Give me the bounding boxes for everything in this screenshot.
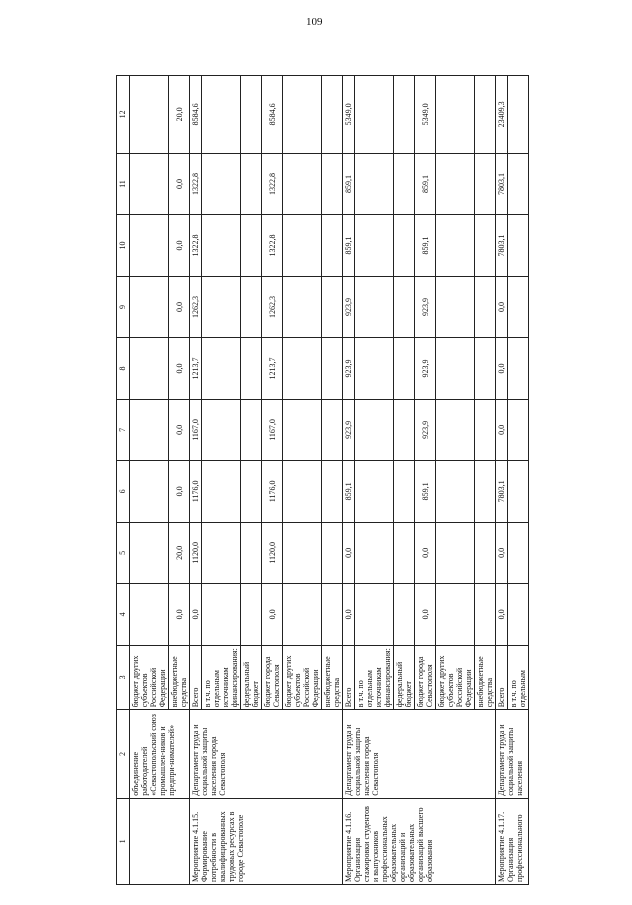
column-number-row: [117, 76, 130, 885]
column-number: 3: [117, 645, 130, 710]
executor-cell: Департамент труда и социальной защиты населения: [496, 710, 529, 798]
value-cell: 923,9: [415, 276, 436, 337]
value-cell: 5349,0: [343, 76, 355, 154]
funding-source-cell: бюджет города Севастополя: [262, 645, 283, 710]
value-cell: 859,1: [343, 461, 355, 522]
value-cell: 1322,8: [262, 215, 283, 276]
column-number: 8: [117, 338, 130, 399]
value-cell: [436, 276, 475, 337]
value-cell: 1167,0: [262, 399, 283, 460]
value-cell: 0,0: [169, 584, 190, 645]
value-cell: 0,0: [415, 522, 436, 583]
budget-table: [116, 75, 529, 885]
value-cell: [241, 76, 262, 154]
value-cell: 0,0: [496, 522, 508, 583]
column-number: 11: [117, 153, 130, 214]
value-cell: [475, 584, 496, 645]
budget-table-rotated: [116, 75, 594, 885]
value-cell: [241, 276, 262, 337]
value-cell: 7803,1: [496, 461, 508, 522]
value-cell: [130, 522, 169, 583]
value-cell: 23409,3: [496, 76, 508, 154]
value-cell: 923,9: [415, 399, 436, 460]
executor-cell: Департамент труда и социальной защиты населения города Севастополя: [190, 710, 343, 798]
value-cell: [322, 461, 343, 522]
value-cell: 923,9: [415, 338, 436, 399]
executor-cell: объединение работодателей «Севастопольский союз промышлен-ников и предпри-нимателей»: [130, 710, 190, 798]
value-cell: [394, 461, 415, 522]
value-cell: 1213,7: [190, 338, 202, 399]
funding-source-cell: бюджет других субъектов Российской Федерации: [436, 645, 475, 710]
value-cell: [508, 215, 529, 276]
value-cell: [394, 153, 415, 214]
value-cell: 8584,6: [190, 76, 202, 154]
value-cell: [355, 76, 394, 154]
value-cell: [475, 153, 496, 214]
value-cell: [322, 399, 343, 460]
value-cell: [202, 153, 241, 214]
value-cell: [355, 461, 394, 522]
value-cell: 923,9: [343, 338, 355, 399]
table-row: [190, 76, 202, 885]
value-cell: 859,1: [415, 215, 436, 276]
value-cell: 923,9: [343, 399, 355, 460]
value-cell: [130, 461, 169, 522]
value-cell: 1322,8: [190, 153, 202, 214]
funding-source-cell: Всего: [496, 645, 508, 710]
value-cell: [283, 399, 322, 460]
value-cell: [436, 153, 475, 214]
activity-cell: [130, 798, 190, 884]
value-cell: 1176,0: [190, 461, 202, 522]
table-row: [130, 76, 169, 885]
value-cell: [322, 338, 343, 399]
value-cell: 1322,8: [190, 215, 202, 276]
funding-source-cell: в т.ч. по отдельным: [508, 645, 529, 710]
activity-cell: Мероприятие 4.1.17. Организация профессионального: [496, 798, 529, 884]
funding-source-cell: федеральный бюджет: [394, 645, 415, 710]
value-cell: [241, 399, 262, 460]
value-cell: [130, 76, 169, 154]
value-cell: [475, 276, 496, 337]
funding-source-cell: Всего: [190, 645, 202, 710]
value-cell: 0,0: [169, 153, 190, 214]
value-cell: 7803,1: [496, 215, 508, 276]
value-cell: 1120,0: [190, 522, 202, 583]
value-cell: [475, 522, 496, 583]
value-cell: [355, 584, 394, 645]
column-number: 2: [117, 710, 130, 798]
funding-source-cell: бюджет города Севастополя: [415, 645, 436, 710]
value-cell: [394, 338, 415, 399]
value-cell: [283, 276, 322, 337]
value-cell: [436, 522, 475, 583]
value-cell: 1167,0: [190, 399, 202, 460]
table-row: [343, 76, 355, 885]
value-cell: [322, 76, 343, 154]
value-cell: [355, 276, 394, 337]
column-number: 5: [117, 522, 130, 583]
value-cell: [436, 399, 475, 460]
value-cell: 8584,6: [262, 76, 283, 154]
value-cell: 0,0: [169, 215, 190, 276]
value-cell: [202, 461, 241, 522]
value-cell: 859,1: [343, 215, 355, 276]
value-cell: [475, 461, 496, 522]
funding-source-cell: внебюджетные средства: [169, 645, 190, 710]
value-cell: 1262,3: [262, 276, 283, 337]
value-cell: [394, 276, 415, 337]
value-cell: [130, 215, 169, 276]
value-cell: [241, 215, 262, 276]
value-cell: 0,0: [262, 584, 283, 645]
table-row: [496, 76, 508, 885]
funding-source-cell: бюджет других субъектов Российской Федерации: [283, 645, 322, 710]
value-cell: [130, 584, 169, 645]
value-cell: [202, 215, 241, 276]
value-cell: [475, 338, 496, 399]
value-cell: [436, 584, 475, 645]
value-cell: [283, 584, 322, 645]
value-cell: [436, 461, 475, 522]
value-cell: [241, 338, 262, 399]
funding-source-cell: в т.ч. по отдельным источникам финансирования:: [202, 645, 241, 710]
value-cell: 0,0: [343, 584, 355, 645]
value-cell: 0,0: [496, 276, 508, 337]
value-cell: [130, 153, 169, 214]
value-cell: [130, 276, 169, 337]
column-number: 10: [117, 215, 130, 276]
value-cell: [508, 584, 529, 645]
value-cell: 859,1: [415, 461, 436, 522]
value-cell: [202, 522, 241, 583]
funding-source-cell: в т.ч. по отдельным источникам финансирования:: [355, 645, 394, 710]
value-cell: [355, 153, 394, 214]
value-cell: 1262,3: [190, 276, 202, 337]
funding-source-cell: внебюджетные средства: [475, 645, 496, 710]
value-cell: [355, 522, 394, 583]
value-cell: [283, 153, 322, 214]
value-cell: 0,0: [496, 584, 508, 645]
column-number: 9: [117, 276, 130, 337]
value-cell: [508, 399, 529, 460]
value-cell: [436, 215, 475, 276]
value-cell: [394, 522, 415, 583]
value-cell: [436, 76, 475, 154]
value-cell: [241, 461, 262, 522]
value-cell: [202, 399, 241, 460]
column-number: 12: [117, 76, 130, 154]
value-cell: 0,0: [169, 338, 190, 399]
value-cell: [241, 584, 262, 645]
value-cell: 0,0: [496, 399, 508, 460]
value-cell: [202, 584, 241, 645]
value-cell: 5349,0: [415, 76, 436, 154]
value-cell: [322, 153, 343, 214]
value-cell: 0,0: [169, 461, 190, 522]
value-cell: [475, 399, 496, 460]
value-cell: 859,1: [415, 153, 436, 214]
value-cell: 20,0: [169, 76, 190, 154]
value-cell: [436, 338, 475, 399]
value-cell: 20,0: [169, 522, 190, 583]
value-cell: 0,0: [169, 399, 190, 460]
value-cell: [394, 215, 415, 276]
value-cell: [241, 522, 262, 583]
value-cell: [202, 76, 241, 154]
page-number: 109: [306, 16, 323, 28]
value-cell: [355, 215, 394, 276]
value-cell: [283, 461, 322, 522]
value-cell: 923,9: [343, 276, 355, 337]
value-cell: [241, 153, 262, 214]
value-cell: [283, 76, 322, 154]
value-cell: [202, 338, 241, 399]
value-cell: [508, 276, 529, 337]
activity-cell: Мероприятие 4.1.15. Формирование потребности в квалифицированных трудовых ресурсах в городе Севастополе: [190, 798, 343, 884]
value-cell: [283, 522, 322, 583]
column-number: 7: [117, 399, 130, 460]
column-number: 6: [117, 461, 130, 522]
funding-source-cell: внебюджетные средства: [322, 645, 343, 710]
value-cell: 0,0: [343, 522, 355, 583]
value-cell: 0,0: [169, 276, 190, 337]
value-cell: 0,0: [496, 338, 508, 399]
value-cell: 0,0: [190, 584, 202, 645]
value-cell: [283, 338, 322, 399]
value-cell: [508, 522, 529, 583]
value-cell: 859,1: [343, 153, 355, 214]
value-cell: 1120,0: [262, 522, 283, 583]
value-cell: [322, 276, 343, 337]
activity-cell: Мероприятие 4.1.16. Организация стажировки студентов и выпускников профессиональных образовательных организаций и образовательных организаций высшего образования: [343, 798, 496, 884]
funding-source-cell: Всего: [343, 645, 355, 710]
executor-cell: Департамент труда и социальной защиты населения города Севастополя: [343, 710, 496, 798]
column-number: 1: [117, 798, 130, 884]
value-cell: [475, 76, 496, 154]
value-cell: [508, 338, 529, 399]
value-cell: [322, 522, 343, 583]
value-cell: [508, 76, 529, 154]
value-cell: [130, 338, 169, 399]
value-cell: 0,0: [415, 584, 436, 645]
value-cell: [394, 399, 415, 460]
value-cell: 1213,7: [262, 338, 283, 399]
value-cell: [202, 276, 241, 337]
value-cell: [475, 215, 496, 276]
value-cell: 7803,1: [496, 153, 508, 214]
value-cell: 1322,8: [262, 153, 283, 214]
value-cell: [394, 76, 415, 154]
value-cell: [130, 399, 169, 460]
column-number: 4: [117, 584, 130, 645]
value-cell: [322, 215, 343, 276]
value-cell: [322, 584, 343, 645]
value-cell: [394, 584, 415, 645]
value-cell: [508, 461, 529, 522]
value-cell: [283, 215, 322, 276]
value-cell: [508, 153, 529, 214]
funding-source-cell: федеральный бюджет: [241, 645, 262, 710]
value-cell: [355, 338, 394, 399]
value-cell: 1176,0: [262, 461, 283, 522]
funding-source-cell: бюджет других субъектов Российской Федерации: [130, 645, 169, 710]
value-cell: [355, 399, 394, 460]
